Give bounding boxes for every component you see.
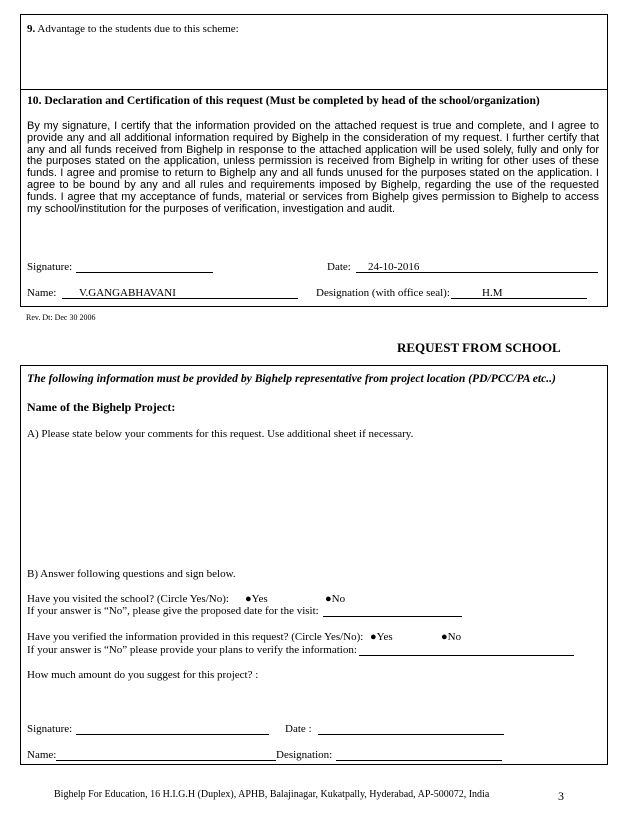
rep-name-line[interactable] bbox=[56, 760, 276, 761]
q1-no-option[interactable]: ●No bbox=[325, 593, 346, 605]
signature-line[interactable] bbox=[76, 272, 213, 273]
question-amount: How much amount do you suggest for this project? : bbox=[27, 669, 259, 681]
visit-date-line[interactable] bbox=[323, 616, 462, 617]
q2-yes-option[interactable]: ●Yes bbox=[370, 631, 393, 643]
name-value: V.GANGABHAVANI bbox=[79, 287, 176, 299]
representative-intro: The following information must be provided by Bighelp representative from project location (PD/PCC/PA etc..) bbox=[27, 372, 556, 385]
designation-value: H.M bbox=[482, 287, 503, 299]
comments-prompt: A) Please state below your comments for this request. Use additional sheet if necessary. bbox=[27, 428, 414, 440]
rep-designation-line[interactable] bbox=[336, 760, 502, 761]
revision-note: Rev. Dt: Dec 30 2006 bbox=[26, 313, 96, 322]
q2-no-option[interactable]: ●No bbox=[441, 631, 462, 643]
date-label: Date: bbox=[327, 261, 351, 273]
comments-area[interactable] bbox=[27, 444, 597, 562]
question-visited: Have you visited the school? (Circle Yes/No): bbox=[27, 593, 229, 605]
rep-name-label: Name: bbox=[27, 749, 57, 761]
page-number: 3 bbox=[558, 789, 564, 803]
question-visit-date: If your answer is “No”, please give the proposed date for the visit: bbox=[27, 605, 319, 617]
rep-date-line[interactable] bbox=[318, 734, 504, 735]
rep-designation-label: Designation: bbox=[276, 749, 333, 761]
declaration-text: By my signature, I certify that the information provided on the attached request is true and complete, and I agree to provide any and all additional information required by Bighelp in the consideration of my request. I further certify that any and all funds received from Bighelp in response to the attached application will be used solely, fully and only for the purposes stated on the application, unless permission is received from Bighelp in writing for other uses of these funds. I agree and promise to return to Bighelp any and all funds unused for the purposes stated on the application. I agree to be bound by any and all rules and requirements imposed by Bighelp, regarding the use of the requested funds. I agree that my acceptance of funds, material or services from Bighelp gives permission to Bighelp to access my school/institution for the purposes of verification, investigation and audit. bbox=[27, 120, 599, 215]
request-heading: REQUEST FROM SCHOOL bbox=[397, 340, 561, 355]
question-verify-plans: If your answer is “No” please provide your plans to verify the information: bbox=[27, 644, 357, 656]
section-9-box bbox=[20, 14, 608, 90]
signature-label: Signature: bbox=[27, 261, 73, 273]
name-label: Name: bbox=[27, 287, 57, 299]
designation-label: Designation (with office seal): bbox=[316, 287, 450, 299]
section-10-title: 10. Declaration and Certification of this request (Must be completed by head of the school/organization) bbox=[27, 94, 540, 107]
question-verified: Have you verified the information provided in this request? (Circle Yes/No): bbox=[27, 631, 364, 643]
date-value: 24-10-2016 bbox=[368, 261, 420, 273]
q1-yes-option[interactable]: ●Yes bbox=[245, 593, 268, 605]
representative-box bbox=[20, 365, 608, 765]
answer-prompt: B) Answer following questions and sign below. bbox=[27, 568, 236, 580]
verify-plans-line[interactable] bbox=[359, 655, 574, 656]
rep-signature-label: Signature: bbox=[27, 723, 73, 735]
footer-address: Bighelp For Education, 16 H.I.G.H (Duplex), APHB, Balajinagar, Kukatpally, Hyderabad, AP-500072, India bbox=[54, 789, 490, 800]
project-name-label[interactable]: Name of the Bighelp Project: bbox=[27, 400, 176, 414]
rep-date-label: Date : bbox=[285, 723, 312, 735]
section-9-label: 9. Advantage to the students due to this scheme: bbox=[27, 23, 239, 35]
designation-line[interactable] bbox=[451, 298, 587, 299]
rep-signature-line[interactable] bbox=[76, 734, 269, 735]
